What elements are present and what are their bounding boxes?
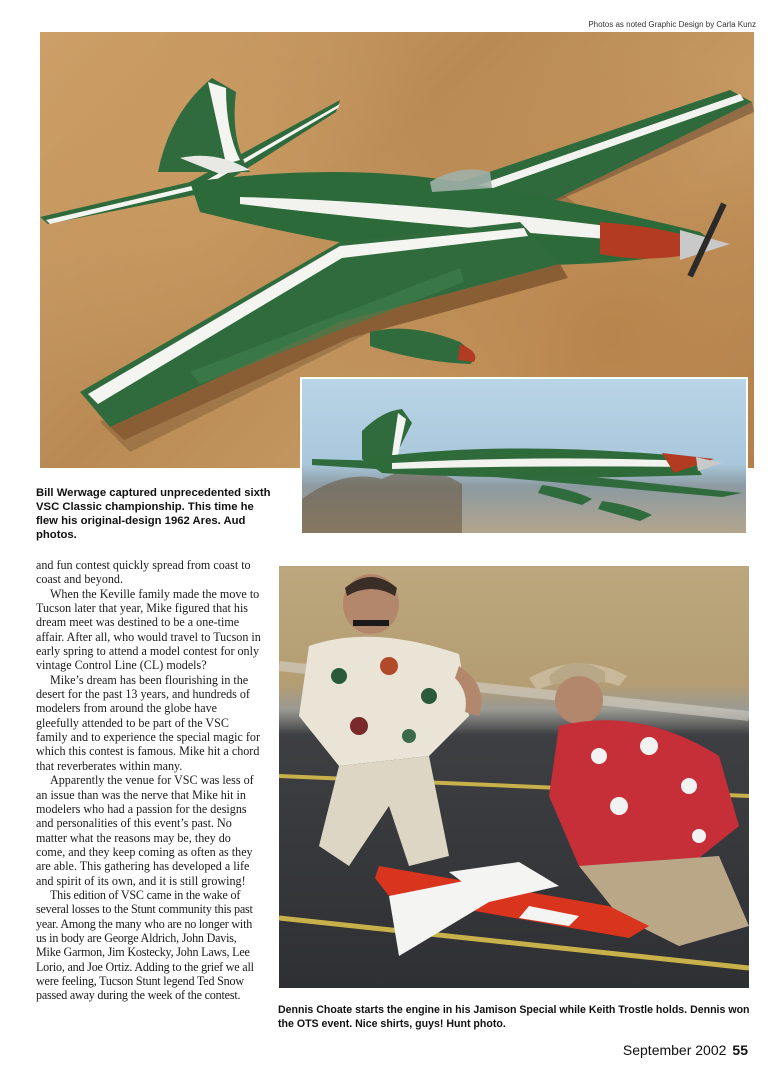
body-paragraph: When the Keville family made the move to Tucson later that year, Mike figured that his dream meet was destined to be a one-time affair. After all, who would travel to Tucson in early spring to attend a model contest for only vintage Control Line (CL) models? <box>36 586 261 673</box>
page-number: 55 <box>732 1042 748 1058</box>
article-body <box>36 558 262 1003</box>
body-paragraph: Mike’s dream has been flourishing in the desert for the past 13 years, and hundreds of modelers from around the globe have gleefully attended to be part of the VSC family and to experience the special magic for which this contest is famous. Mike hit a chord that reverberates within many. <box>36 672 260 773</box>
photo-credits: Photos as noted Graphic Design by Carla Kunz <box>588 20 756 29</box>
body-paragraph: and fun contest quickly spread from coast to coast and beyond. <box>36 558 251 587</box>
two-modelers-illustration <box>279 566 749 988</box>
flying-plane-photo <box>300 377 748 535</box>
photo-caption-bottom: Dennis Choate starts the engine in his Jamison Special while Keith Trostle holds. Dennis won the OTS event. Nice shirts, guys! Hunt photo. <box>278 1004 750 1030</box>
ares-in-flight-illustration <box>302 379 746 533</box>
body-paragraph: This edition of VSC came in the wake of several losses to the Stunt community this past year. Among the many who are no longer with us in body are George Aldrich, John Davis, Mike Garmon, Jim Kostecky, John Laws, Lee Lorio, and Joe Ortiz. Adding to the grief we all were feeling, Tucson Stunt legend Ted Snow passed away during the week of the contest. <box>36 887 254 1003</box>
photo-caption-top: Bill Werwage captured unprecedented sixth VSC Classic championship. This time he flew his original-design 1962 Ares. Aud photos. <box>36 487 271 541</box>
page-folio <box>560 1042 748 1058</box>
body-paragraph: Apparently the venue for VSC was less of an issue than was the nerve that Mike hit in modelers who had a passion for the designs and personalities of this event’s past. No matter what the reasons may be, they do come, and they keep coming as often as they are able. This gathering has developed a life and spirit of its own, and it is still growing! <box>36 773 254 888</box>
engine-start-photo <box>279 566 749 988</box>
issue-date: September 2002 <box>622 1042 727 1058</box>
